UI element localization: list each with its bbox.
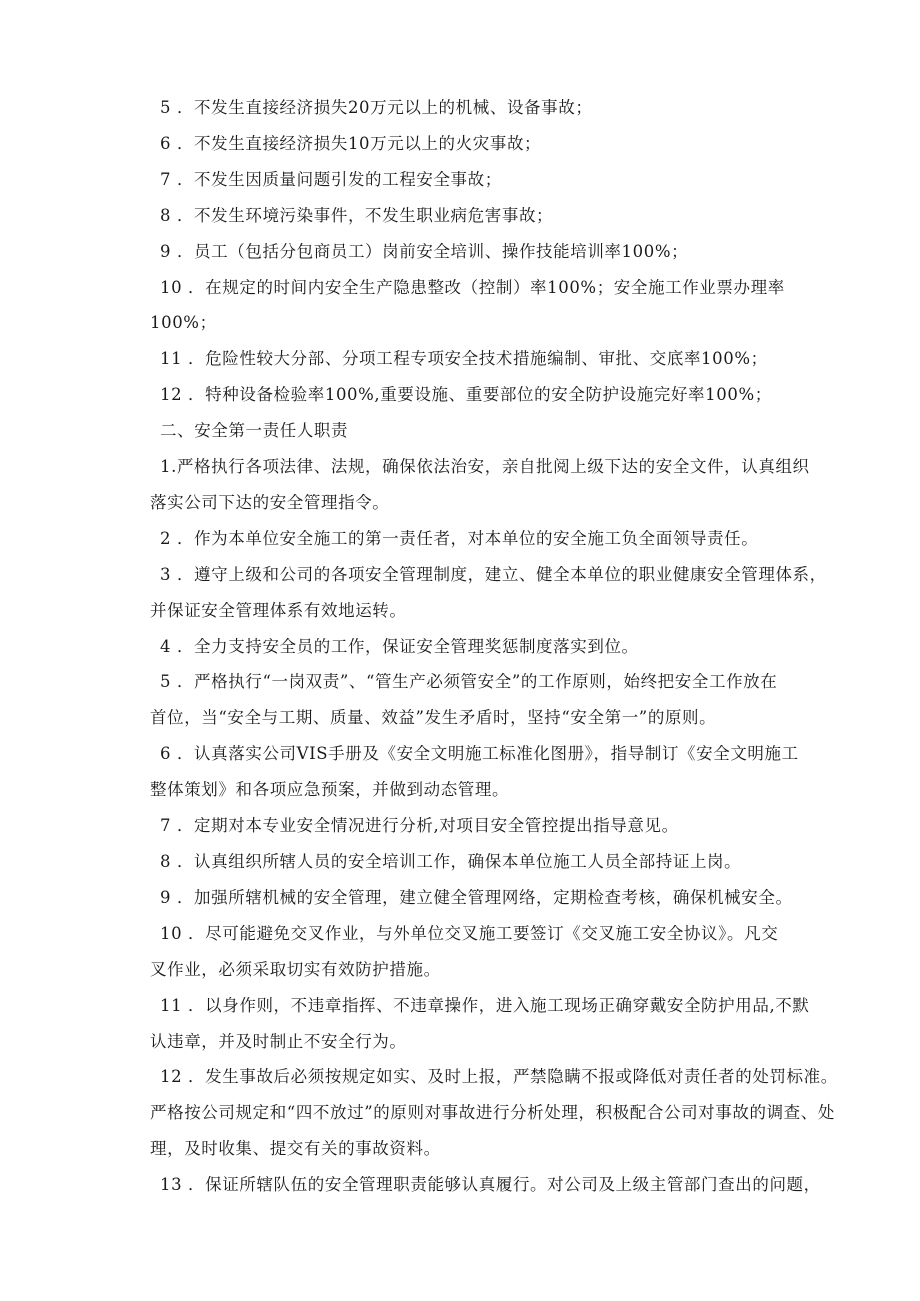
text-line: 1.严格执行各项法律、法规，确保依法治安，亲自批阅上级下达的安全文件，认真组织 <box>160 457 810 476</box>
text-line: 13 ．保证所辖队伍的安全管理职责能够认真履行。对公司及上级主管部门查出的问题， <box>160 1175 821 1194</box>
text-line: 8 ．不发生环境污染事件，不发生职业病危害事故； <box>160 206 554 225</box>
text-line: 并保证安全管理体系有效地运转。 <box>150 601 407 620</box>
text-line: 12 ．发生事故后必须按规定如实、及时上报，严禁隐瞒不报或降低对责任者的处罚标准。 <box>160 1067 838 1086</box>
text-line: 6 ．不发生直接经济损失10万元以上的火灾事故； <box>160 134 542 153</box>
text-line: 叉作业，必须采取切实有效防护措施。 <box>150 960 441 979</box>
text-line: 8 ．认真组织所辖人员的安全培训工作，确保本单位施工人员全部持证上岗。 <box>160 852 742 871</box>
text-line: 5 ．不发生直接经济损失20万元以上的机械、设备事故； <box>160 98 593 117</box>
text-line: 9 ．加强所辖机械的安全管理，建立健全管理网络，定期检查考核，确保机械安全。 <box>160 888 793 907</box>
text-line: 12 ．特种设备检验率100%,重要设施、重要部位的安全防护设施完好率100%； <box>160 385 772 404</box>
text-line: 严格按公司规定和“四不放过”的原则对事故进行分析处理，积极配合公司对事故的调查、处 <box>150 1103 835 1122</box>
text-line: 3 ．遵守上级和公司的各项安全管理制度，建立、健全本单位的职业健康安全管理体系， <box>160 565 827 584</box>
text-line: 6 ．认真落实公司VIS手册及《安全文明施工标准化图册》，指导制订《安全文明施工 <box>160 744 799 763</box>
text-line: 理，及时收集、提交有关的事故资料。 <box>150 1139 441 1158</box>
text-line: 整体策划》和各项应急预案，并做到动态管理。 <box>150 780 510 799</box>
text-line: 首位，当“安全与工期、质量、效益”发生矛盾时，坚持“安全第一”的原则。 <box>150 708 717 727</box>
text-line: 5 ．严格执行“一岗双责”、“管生产必须管安全”的工作原则，始终把安全工作放在 <box>160 672 778 691</box>
text-line: 2 ．作为本单位安全施工的第一责任者，对本单位的安全施工负全面领导责任。 <box>160 529 759 548</box>
text-line: 7 ．定期对本专业安全情况进行分析,对项目安全管控提出指导意见。 <box>160 816 679 835</box>
text-line: 9 ．员工（包括分包商员工）岗前安全培训、操作技能培训率100%； <box>160 242 689 261</box>
text-line: 11 ．以身作则，不违章指挥、不违章操作，进入施工现场正确穿戴安全防护用品,不默 <box>160 996 810 1015</box>
text-line: 落实公司下达的安全管理指令。 <box>150 493 390 512</box>
text-line: 4 ．全力支持安全员的工作，保证安全管理奖惩制度落实到位。 <box>160 637 639 656</box>
section-heading: 二、安全第一责任人职责 <box>160 421 349 440</box>
text-line: 10 ．尽可能避免交叉作业，与外单位交叉施工要签订《交叉施工安全协议》。凡交 <box>160 924 779 943</box>
text-line: 100%； <box>150 313 217 332</box>
text-line: 7 ．不发生因质量问题引发的工程安全事故； <box>160 170 502 189</box>
text-line: 11 ．危险性较大分部、分项工程专项安全技术措施编制、审批、交底率100%； <box>160 349 768 368</box>
text-line: 10 ．在规定的时间内安全生产隐患整改（控制）率100%；安全施工作业票办理率 <box>160 278 785 297</box>
text-line: 认违章，并及时制止不安全行为。 <box>150 1032 407 1051</box>
